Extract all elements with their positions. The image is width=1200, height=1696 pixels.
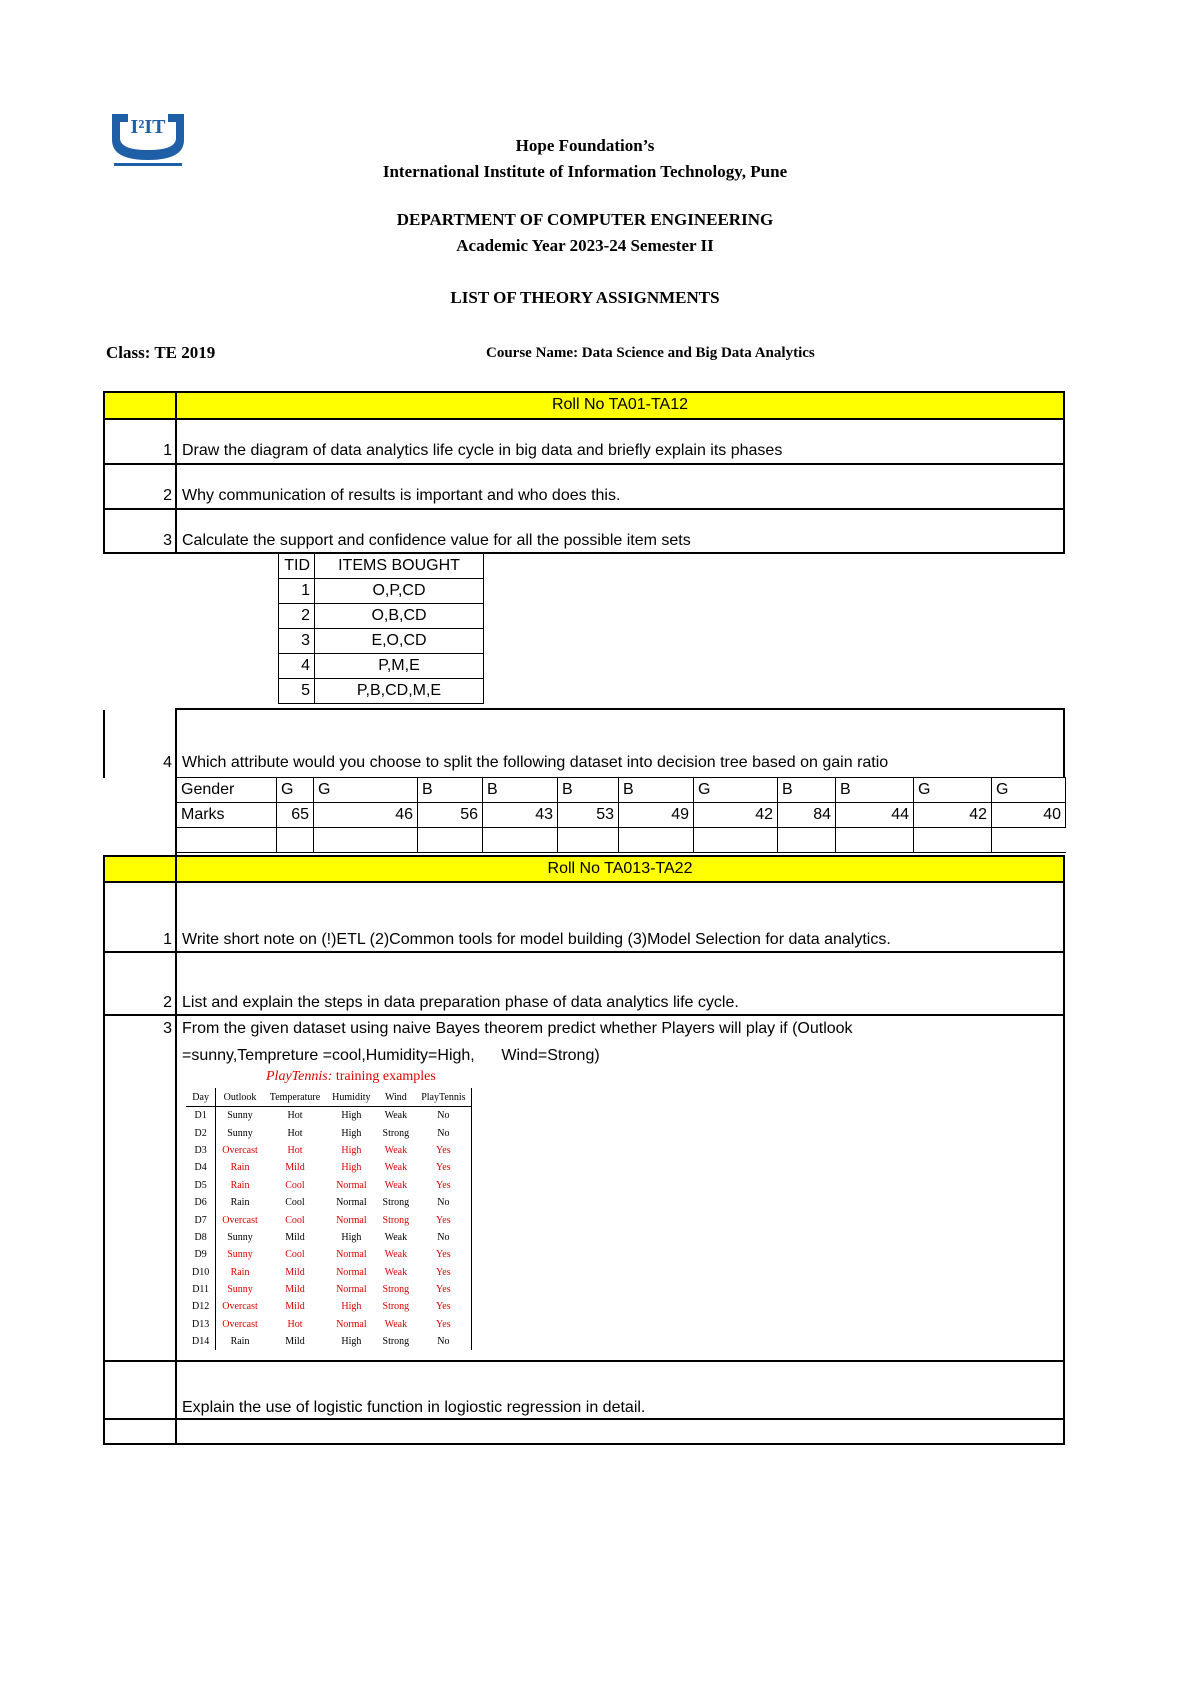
tennis-cell: D4	[186, 1159, 216, 1176]
marks-label: Marks	[177, 803, 277, 828]
tid-cell: 5	[279, 679, 315, 704]
tennis-cell: Sunny	[227, 1284, 253, 1296]
q3-number: 3	[163, 532, 172, 549]
tennis-cell: Normal	[336, 1214, 367, 1226]
table-row	[186, 1229, 472, 1246]
tennis-cell: Yes	[415, 1142, 472, 1159]
list-title: LIST OF THEORY ASSIGNMENTS	[450, 288, 720, 307]
table-row	[279, 604, 484, 629]
section1-title: Roll No TA01-TA12	[551, 396, 689, 413]
tennis-cell: Yes	[415, 1211, 472, 1228]
gender-label: Gender	[177, 778, 277, 803]
tennis-cell: Strong	[382, 1127, 410, 1139]
logo-text: I²IT	[130, 116, 166, 138]
marks-cell: 46	[314, 803, 418, 828]
gender-cell: G	[314, 778, 418, 803]
tid-header: TID	[279, 554, 315, 579]
tennis-cell: Cool	[285, 1179, 305, 1191]
tennis-cell: Mild	[285, 1162, 305, 1174]
tennis-cell: Normal	[336, 1284, 367, 1296]
table-row	[186, 1211, 472, 1228]
items-cell: P,M,E	[315, 654, 484, 679]
section2-title: Roll No TA013-TA22	[547, 860, 693, 877]
gender-cell: B	[778, 778, 836, 803]
tennis-cell: Hot	[287, 1144, 303, 1156]
tennis-cell: No	[415, 1107, 472, 1125]
tennis-cell: Yes	[415, 1159, 472, 1176]
tennis-cell: D8	[186, 1229, 216, 1246]
tennis-cell: High	[341, 1127, 362, 1139]
marks-cell: 42	[914, 803, 992, 828]
table-row	[279, 554, 484, 579]
table-row	[177, 778, 1066, 803]
tennis-header: Outlook	[216, 1088, 264, 1107]
tennis-cell: D6	[186, 1194, 216, 1211]
tennis-cell: Normal	[336, 1197, 367, 1209]
tennis-cell: Weak	[384, 1318, 408, 1330]
table-row	[279, 654, 484, 679]
tennis-cell: Normal	[336, 1266, 367, 1278]
tennis-cell: D14	[186, 1333, 216, 1350]
q1-number: 1	[163, 442, 172, 459]
tennis-cell: Rain	[230, 1197, 250, 1209]
s2-q2-text: List and explain the steps in data preparation phase of data analytics life cycle.	[182, 994, 739, 1011]
items-header: ITEMS BOUGHT	[315, 554, 484, 579]
marks-cell: 40	[992, 803, 1066, 828]
gender-cell: G	[277, 778, 314, 803]
tennis-cell: Hot	[287, 1127, 303, 1139]
gender-cell: B	[483, 778, 558, 803]
tennis-cell: No	[415, 1194, 472, 1211]
tennis-cell: No	[415, 1229, 472, 1246]
table-row	[186, 1316, 472, 1333]
tennis-cell: Overcast	[222, 1214, 258, 1226]
tennis-cell: Strong	[382, 1197, 410, 1209]
tennis-header: Humidity	[326, 1088, 376, 1107]
tennis-cell: Yes	[415, 1298, 472, 1315]
gender-cell: B	[619, 778, 694, 803]
tid-cell: 2	[279, 604, 315, 629]
foundation-name: Hope Foundation’s	[515, 136, 655, 155]
tennis-cell: Rain	[230, 1336, 250, 1348]
tennis-cell: High	[341, 1336, 362, 1348]
tennis-cell: High	[341, 1110, 362, 1122]
tennis-cell: Overcast	[222, 1301, 258, 1313]
tennis-cell: Cool	[285, 1214, 305, 1226]
tennis-cell: Yes	[415, 1246, 472, 1263]
tennis-caption	[266, 1069, 436, 1085]
tennis-cell: High	[341, 1301, 362, 1313]
tennis-cell: Yes	[415, 1177, 472, 1194]
tennis-cell: Rain	[230, 1179, 250, 1191]
tennis-cell: Yes	[415, 1281, 472, 1298]
table-row	[186, 1194, 472, 1211]
tennis-cell: D5	[186, 1177, 216, 1194]
tennis-cell: Yes	[415, 1264, 472, 1281]
play-tennis-table	[186, 1088, 472, 1350]
tennis-cell: Weak	[384, 1179, 408, 1191]
q3-text: Calculate the support and confidence value for all the possible item sets	[182, 532, 691, 549]
s2-q3-text-line2: =sunny,Tempreture =cool,Humidity=High, Wind=Strong)	[182, 1047, 600, 1064]
table-row	[186, 1159, 472, 1176]
tid-cell: 3	[279, 629, 315, 654]
tennis-cell: Weak	[384, 1231, 408, 1243]
gender-marks-table	[176, 777, 1066, 853]
tennis-cell: Sunny	[227, 1110, 253, 1122]
table-row	[186, 1142, 472, 1159]
items-cell: P,B,CD,M,E	[315, 679, 484, 704]
q4-text: Which attribute would you choose to split the following dataset into decision tree based on gain ratio	[182, 754, 889, 771]
q2-text: Why communication of results is important and who does this.	[182, 487, 621, 504]
s2-q1-number: 1	[163, 931, 172, 948]
tennis-cell: Mild	[285, 1231, 305, 1243]
tennis-cell: Weak	[384, 1249, 408, 1261]
tennis-header: Day	[186, 1088, 216, 1107]
tennis-cell: Cool	[285, 1197, 305, 1209]
tid-cell: 1	[279, 579, 315, 604]
academic-year: Academic Year 2023-24 Semester II	[456, 236, 714, 255]
items-bought-table	[278, 553, 484, 704]
tennis-cell: D13	[186, 1316, 216, 1333]
s2-q4-text: Explain the use of logistic function in logiostic regression in detail.	[182, 1399, 646, 1416]
s2-q3-text-line1: From the given dataset using naive Bayes theorem predict whether Players will play if (Outlook	[182, 1020, 853, 1037]
tennis-cell: Weak	[384, 1266, 408, 1278]
tennis-cell: Weak	[384, 1162, 408, 1174]
s2-q1-text: Write short note on (!)ETL (2)Common tools for model building (3)Model Selection for data analytics.	[182, 931, 891, 948]
institute-name: International Institute of Information Technology, Pune	[382, 162, 788, 181]
tennis-cell: D9	[186, 1246, 216, 1263]
tennis-cell: D10	[186, 1264, 216, 1281]
table-row	[177, 803, 1066, 828]
tennis-cell: Strong	[382, 1301, 410, 1313]
gender-cell: B	[418, 778, 483, 803]
gender-cell: B	[558, 778, 619, 803]
items-cell: O,B,CD	[315, 604, 484, 629]
table-row	[186, 1333, 472, 1350]
tennis-cell: Strong	[382, 1336, 410, 1348]
table-row	[186, 1246, 472, 1263]
tennis-cell: Weak	[384, 1110, 408, 1122]
marks-cell: 43	[483, 803, 558, 828]
gender-cell: B	[836, 778, 914, 803]
table-row	[177, 828, 1066, 853]
q4-number: 4	[163, 754, 172, 771]
tennis-header: Wind	[377, 1088, 416, 1107]
tennis-cell: Normal	[336, 1318, 367, 1330]
tennis-cell: D2	[186, 1124, 216, 1141]
s2-q3-number: 3	[163, 1020, 172, 1037]
tennis-caption-italic: PlayTennis:	[266, 1069, 333, 1084]
tennis-cell: D1	[186, 1107, 216, 1125]
tennis-cell: Sunny	[227, 1231, 253, 1243]
tennis-cell: Weak	[384, 1144, 408, 1156]
course-name: Course Name: Data Science and Big Data Analytics	[486, 345, 815, 361]
table-row	[186, 1107, 472, 1125]
marks-cell: 56	[418, 803, 483, 828]
tennis-cell: Mild	[285, 1284, 305, 1296]
table-row	[279, 629, 484, 654]
tennis-cell: Overcast	[222, 1144, 258, 1156]
tennis-cell: D12	[186, 1298, 216, 1315]
tennis-cell: Normal	[336, 1179, 367, 1191]
q1-text: Draw the diagram of data analytics life cycle in big data and briefly explain its phases	[182, 442, 783, 459]
tennis-cell: High	[341, 1162, 362, 1174]
tennis-cell: Cool	[285, 1249, 305, 1261]
marks-cell: 53	[558, 803, 619, 828]
tennis-cell: Mild	[285, 1301, 305, 1313]
tennis-cell: Sunny	[227, 1127, 253, 1139]
gender-cell: G	[694, 778, 778, 803]
table-row	[186, 1264, 472, 1281]
tennis-cell: Yes	[415, 1316, 472, 1333]
class-label: Class: TE 2019	[106, 343, 216, 362]
gender-cell: G	[992, 778, 1066, 803]
tennis-cell: Rain	[230, 1162, 250, 1174]
tennis-cell: Sunny	[227, 1249, 253, 1261]
table-row	[279, 579, 484, 604]
marks-cell: 49	[619, 803, 694, 828]
tennis-cell: Strong	[382, 1214, 410, 1226]
marks-cell: 42	[694, 803, 778, 828]
tid-cell: 4	[279, 654, 315, 679]
tennis-cell: Strong	[382, 1284, 410, 1296]
table-row	[186, 1298, 472, 1315]
tennis-cell: Mild	[285, 1336, 305, 1348]
gender-cell: G	[914, 778, 992, 803]
table-row	[279, 679, 484, 704]
items-cell: E,O,CD	[315, 629, 484, 654]
s2-q2-number: 2	[163, 994, 172, 1011]
table-row	[186, 1088, 472, 1107]
tennis-cell: Mild	[285, 1266, 305, 1278]
tennis-cell: Hot	[287, 1110, 303, 1122]
tennis-cell: Normal	[336, 1249, 367, 1261]
marks-cell: 44	[836, 803, 914, 828]
tennis-cell: High	[341, 1144, 362, 1156]
tennis-cell: D11	[186, 1281, 216, 1298]
tennis-header: PlayTennis	[415, 1088, 472, 1107]
marks-cell: 65	[277, 803, 314, 828]
tennis-cell: Hot	[287, 1318, 303, 1330]
table-row	[186, 1124, 472, 1141]
tennis-cell: No	[415, 1124, 472, 1141]
marks-cell: 84	[778, 803, 836, 828]
items-cell: O,P,CD	[315, 579, 484, 604]
tennis-cell: D3	[186, 1142, 216, 1159]
tennis-cell: Rain	[230, 1266, 250, 1278]
department-title: DEPARTMENT OF COMPUTER ENGINEERING	[396, 210, 774, 229]
tennis-caption-rest: training examples	[332, 1069, 436, 1084]
tennis-header: Temperature	[264, 1088, 326, 1107]
tennis-cell: Overcast	[222, 1318, 258, 1330]
table-row	[186, 1177, 472, 1194]
tennis-cell: D7	[186, 1211, 216, 1228]
q2-number: 2	[163, 487, 172, 504]
tennis-cell: No	[415, 1333, 472, 1350]
tennis-cell: High	[341, 1231, 362, 1243]
table-row	[186, 1281, 472, 1298]
